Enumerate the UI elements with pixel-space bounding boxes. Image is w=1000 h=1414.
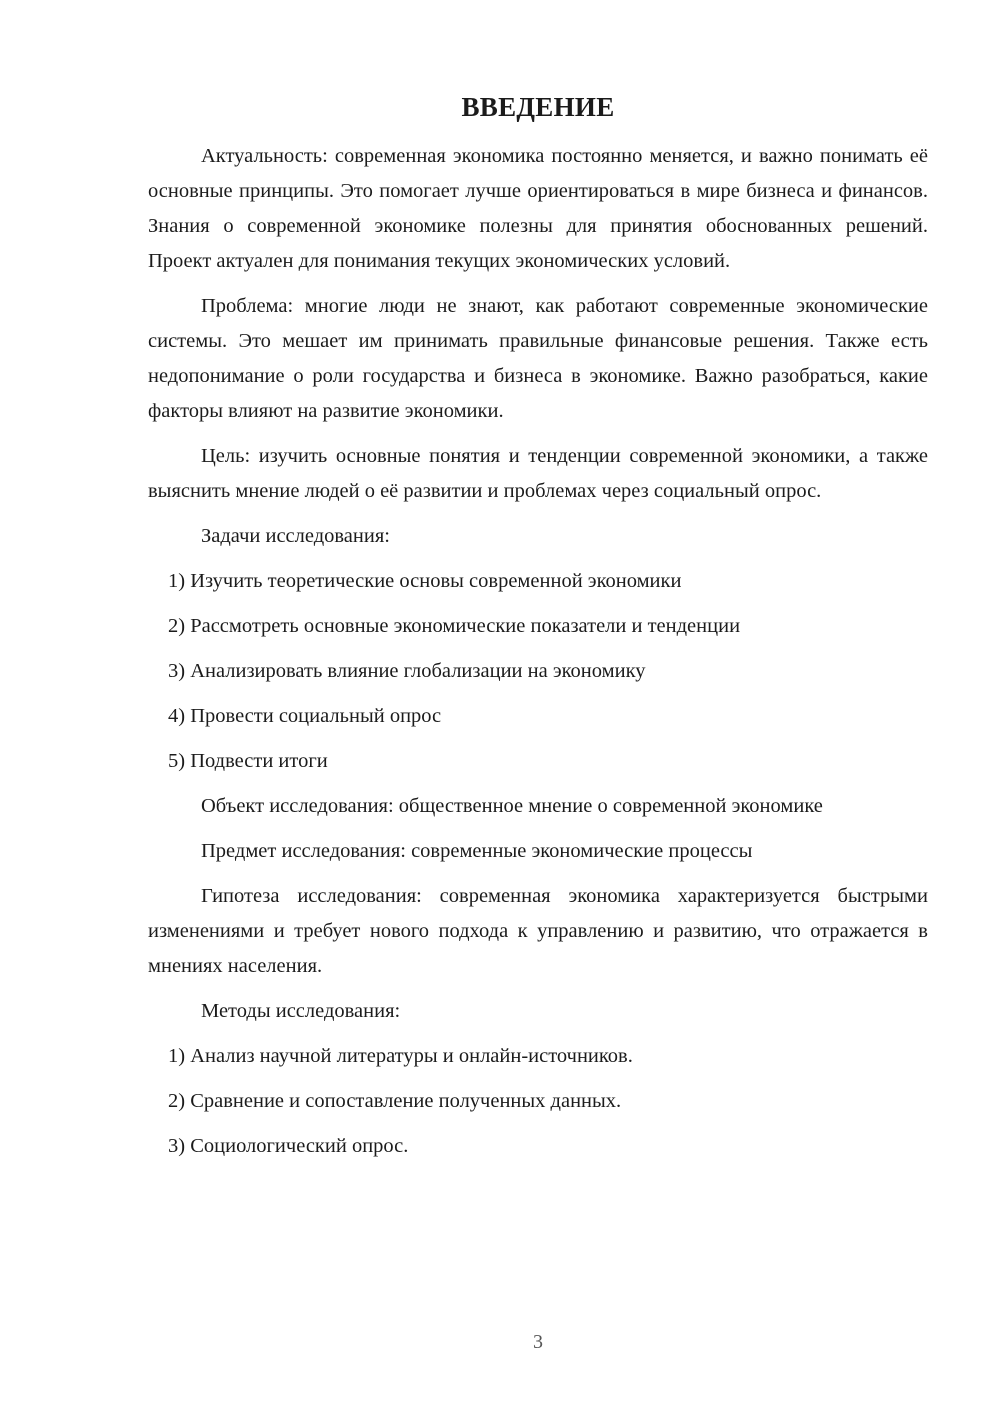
task-item-2: 2) Рассмотреть основные экономические показатели и тенденции [168,615,741,637]
paragraph-subject: Предмет исследования: современные экономические процессы [201,840,753,862]
methods-heading: Методы исследования: [201,1000,401,1022]
method-item-1: 1) Анализ научной литературы и онлайн-источников. [168,1045,633,1067]
paragraph-relevance: Актуальность: современная экономика постоянно меняется, и важно понимать её основные принципы. Это помогает лучше ориентироваться в мире бизнеса и финансов. Знания о современной экономике полезны для принятия обоснованных решений. Проект актуален для понимания текущих экономических условий. [148,145,928,272]
task-item-5: 5) Подвести итоги [168,750,328,772]
paragraph-object: Объект исследования: общественное мнение о современной экономике [201,795,823,817]
task-item-1: 1) Изучить теоретические основы современной экономики [168,570,682,592]
method-item-3: 3) Социологический опрос. [168,1135,409,1157]
paragraph-hypothesis: Гипотеза исследования: современная экономика характеризуется быстрыми изменениями и требует нового подхода к управлению и развитию, что отражается в мнениях населения. [148,885,928,977]
paragraph-problem: Проблема: многие люди не знают, как работают современные экономические системы. Это мешает им принимать правильные финансовые решения. Также есть недопонимание о роли государства и бизнеса в экономике. Важно разобраться, какие факторы влияют на развитие экономики. [148,295,928,422]
page-number: 3 [533,1331,543,1353]
paragraph-goal: Цель: изучить основные понятия и тенденции современной экономики, а также выяснить мнение людей о её развитии и проблемах через социальный опрос. [148,445,928,502]
task-item-4: 4) Провести социальный опрос [168,705,442,727]
tasks-heading: Задачи исследования: [201,525,390,547]
method-item-2: 2) Сравнение и сопоставление полученных данных. [168,1090,622,1112]
task-item-3: 3) Анализировать влияние глобализации на экономику [168,660,646,682]
page-title: ВВЕДЕНИЕ [461,92,615,122]
